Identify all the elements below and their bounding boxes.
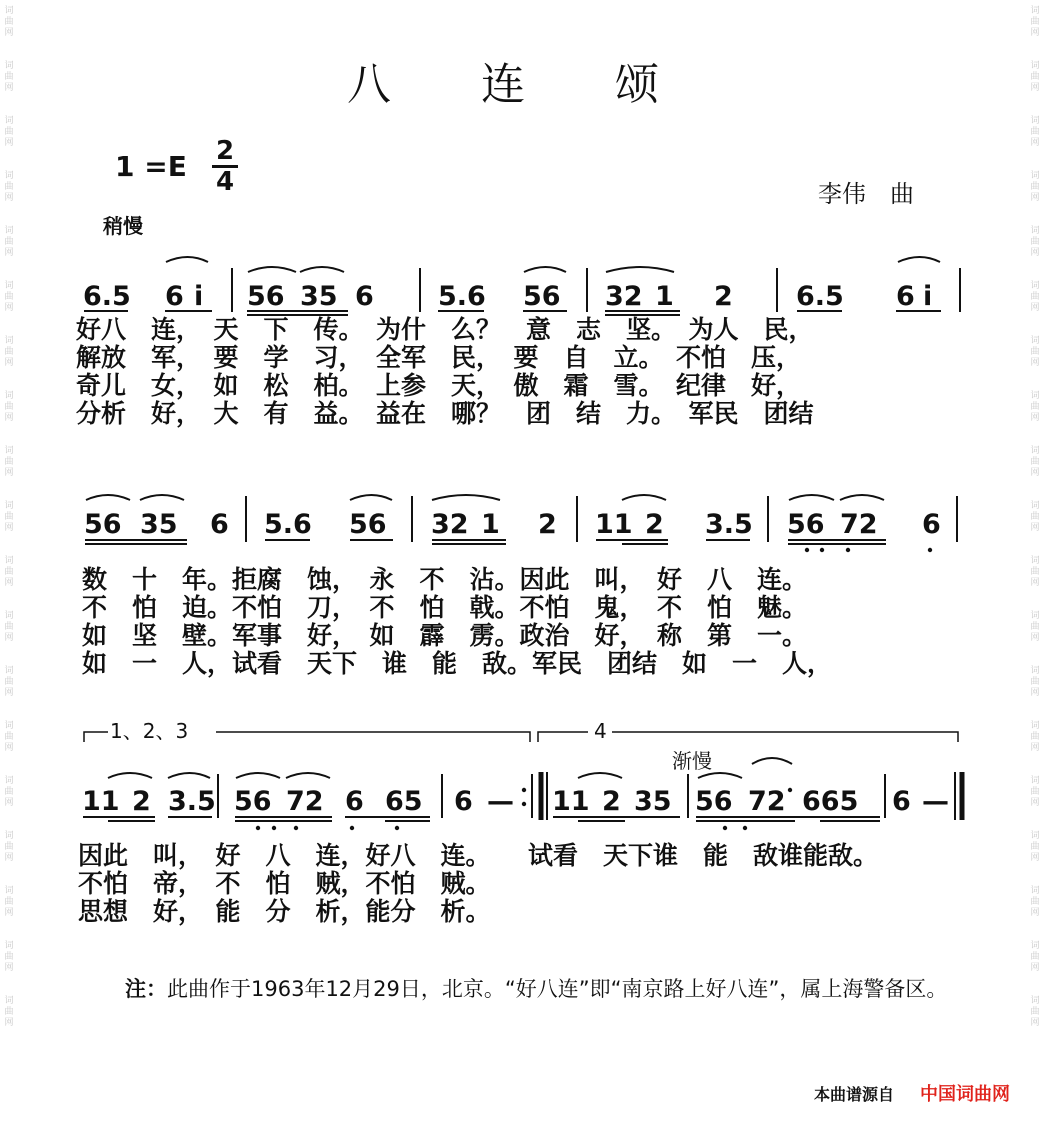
note: 1	[481, 509, 500, 540]
note: 56	[84, 509, 122, 540]
source-site-link[interactable]: 中国词曲网	[920, 1084, 1010, 1105]
lyric-line: 解放 军， 要 学 习， 全军 民， 要 自 立。 不怕 压，	[76, 343, 802, 372]
note: 2	[132, 786, 151, 817]
note: 11	[82, 786, 120, 817]
watermark-text: 词 曲 网	[4, 61, 14, 93]
note: 3.5	[705, 509, 753, 540]
note: 65	[385, 786, 423, 817]
watermark-text: 词 曲 网	[1030, 6, 1040, 38]
watermark-text: 词 曲 网	[1030, 941, 1040, 973]
watermark-text: 词 曲 网	[4, 996, 14, 1028]
note: 2	[645, 509, 664, 540]
note: 56	[787, 509, 825, 540]
watermark-text: 词 曲 网	[1030, 391, 1040, 423]
watermark-text: 词 曲 网	[1030, 776, 1040, 808]
watermark-text: 词 曲 网	[1030, 501, 1040, 533]
watermark-text: 词 曲 网	[4, 446, 14, 478]
watermark-text: 词 曲 网	[1030, 446, 1040, 478]
lyric-line: 如 一 人，试看 天下 谁 能 敌。军民 团结 如 一 人，	[82, 649, 833, 678]
lyric-line: 分析 好， 大 有 益。 益在 哪？ 团 结 力。 军民 团结	[76, 399, 814, 428]
note: 6	[165, 281, 184, 312]
watermark-text: 词 曲 网	[1030, 996, 1040, 1028]
row2-notes	[84, 509, 941, 540]
watermark-text: 词 曲 网	[1030, 721, 1040, 753]
watermark-text: 词 曲 网	[4, 171, 14, 203]
note: —	[487, 786, 514, 817]
watermark-text: 词 曲 网	[1030, 226, 1040, 258]
volta-2-label: 4	[594, 719, 607, 743]
ritardando-marking: 渐慢	[672, 749, 712, 773]
note: 3.5	[168, 786, 216, 817]
time-signature-bottom: 4	[215, 167, 235, 197]
row3-notes	[82, 786, 949, 817]
watermark-text: 词 曲 网	[1030, 611, 1040, 643]
watermark-text: 词 曲 网	[4, 336, 14, 368]
note: —	[922, 786, 949, 817]
note: 1	[655, 281, 674, 312]
composer: 李伟 曲	[818, 180, 914, 208]
note: 2	[602, 786, 621, 817]
footnote-label: 注：	[125, 977, 167, 1001]
song-title: 八 连 颂	[347, 59, 697, 110]
lyric-line: 好八 连， 天 下 传。 为什 么？ 意 志 坚。 为人 民，	[76, 315, 814, 344]
watermark-text: 词 曲 网	[4, 721, 14, 753]
watermark-text: 词 曲 网	[4, 941, 14, 973]
note: 6	[355, 281, 374, 312]
score-row-2	[82, 495, 957, 678]
note: 5.6	[264, 509, 312, 540]
row2-dots	[805, 548, 932, 552]
note: i	[194, 281, 204, 312]
watermark-text: 词 曲 网	[4, 611, 14, 643]
note: 32	[431, 509, 469, 540]
watermark-text: 词 曲 网	[4, 886, 14, 918]
volta-1-label: 1、2、3	[110, 719, 189, 743]
watermark-text: 词 曲 网	[1030, 556, 1040, 588]
watermark-text: 词 曲 网	[1030, 116, 1040, 148]
note: 6	[922, 509, 941, 540]
note: 56	[247, 281, 285, 312]
lyric-line: 数 十 年。拒腐 蚀， 永 不 沾。因此 叫， 好 八 连。	[82, 565, 808, 594]
watermark-text: 词 曲 网	[1030, 666, 1040, 698]
note: 6	[892, 786, 911, 817]
watermark-text: 词 曲 网	[4, 226, 14, 258]
watermark-text: 词 曲 网	[4, 556, 14, 588]
note: 56	[523, 281, 561, 312]
watermark-text: 词 曲 网	[1030, 886, 1040, 918]
note: i	[923, 281, 933, 312]
note: 665	[802, 786, 859, 817]
note: 6	[454, 786, 473, 817]
note: 72	[840, 509, 878, 540]
time-signature-top: 2	[215, 136, 235, 166]
watermark-text: 词 曲 网	[4, 666, 14, 698]
note: 56	[695, 786, 733, 817]
volta-brackets	[84, 732, 958, 742]
key-signature: 1 =E	[115, 150, 187, 183]
lyric-line: 不怕 帝， 不 怕 贼，不怕 贼。	[78, 869, 491, 898]
row2-lyrics	[82, 565, 832, 678]
lyric-line: 思想 好， 能 分 析，能分 析。	[78, 897, 491, 926]
note: 5.6	[438, 281, 486, 312]
watermark-text: 词 曲 网	[1030, 831, 1040, 863]
watermark-text: 词 曲 网	[1030, 61, 1040, 93]
watermark-text: 词 曲 网	[4, 6, 14, 38]
note: 6	[210, 509, 229, 540]
watermark-text: 词 曲 网	[4, 776, 14, 808]
note: 6.5	[796, 281, 844, 312]
note: 72	[748, 786, 786, 817]
note: 35	[140, 509, 178, 540]
note: 11	[552, 786, 590, 817]
lyric-line: 因此 叫， 好 八 连，好八 连。 试看 天下谁 能 敌谁能敌。	[78, 841, 879, 870]
note: 6	[345, 786, 364, 817]
note: 6	[896, 281, 915, 312]
score-row-1	[76, 257, 960, 428]
watermark-text: 词 曲 网	[1030, 171, 1040, 203]
lyric-line: 奇儿 女， 如 松 柏。 上参 天， 傲 霜 雪。 纪律 好，	[76, 371, 802, 400]
note: 35	[300, 281, 338, 312]
note: 2	[538, 509, 557, 540]
source-label: 本曲谱源自	[814, 1085, 895, 1104]
lyric-line: 不 怕 迫。不怕 刀， 不 怕 戟。不怕 鬼， 不 怕 魅。	[82, 593, 808, 622]
row1-lyrics	[76, 315, 814, 428]
watermark-text: 词 曲 网	[4, 831, 14, 863]
note: 2	[714, 281, 733, 312]
note: 56	[349, 509, 387, 540]
watermark-text: 词 曲 网	[4, 391, 14, 423]
footnote	[125, 972, 995, 1006]
lyric-line: 如 坚 壁。军事 好， 如 霹 雳。政治 好， 称 第 一。	[82, 621, 808, 650]
watermark-text: 词 曲 网	[1030, 336, 1040, 368]
note: 11	[595, 509, 633, 540]
watermark-text: 词 曲 网	[4, 501, 14, 533]
row1-notes	[83, 281, 932, 312]
score-row-3	[78, 719, 962, 926]
note: 35	[634, 786, 672, 817]
watermark-text: 词 曲 网	[1030, 281, 1040, 313]
note: 6.5	[83, 281, 131, 312]
footnote-text: 此曲作于1963年12月29日，北京。“好八连”即“南京路上好八连”，属上海警备区。	[167, 977, 948, 1001]
row3-lyrics	[78, 841, 878, 926]
tempo-marking: 稍慢	[103, 214, 143, 238]
watermark-text: 词 曲 网	[4, 116, 14, 148]
watermark-text: 词 曲 网	[4, 281, 14, 313]
note: 72	[286, 786, 324, 817]
note: 32	[605, 281, 643, 312]
note: 56	[234, 786, 272, 817]
